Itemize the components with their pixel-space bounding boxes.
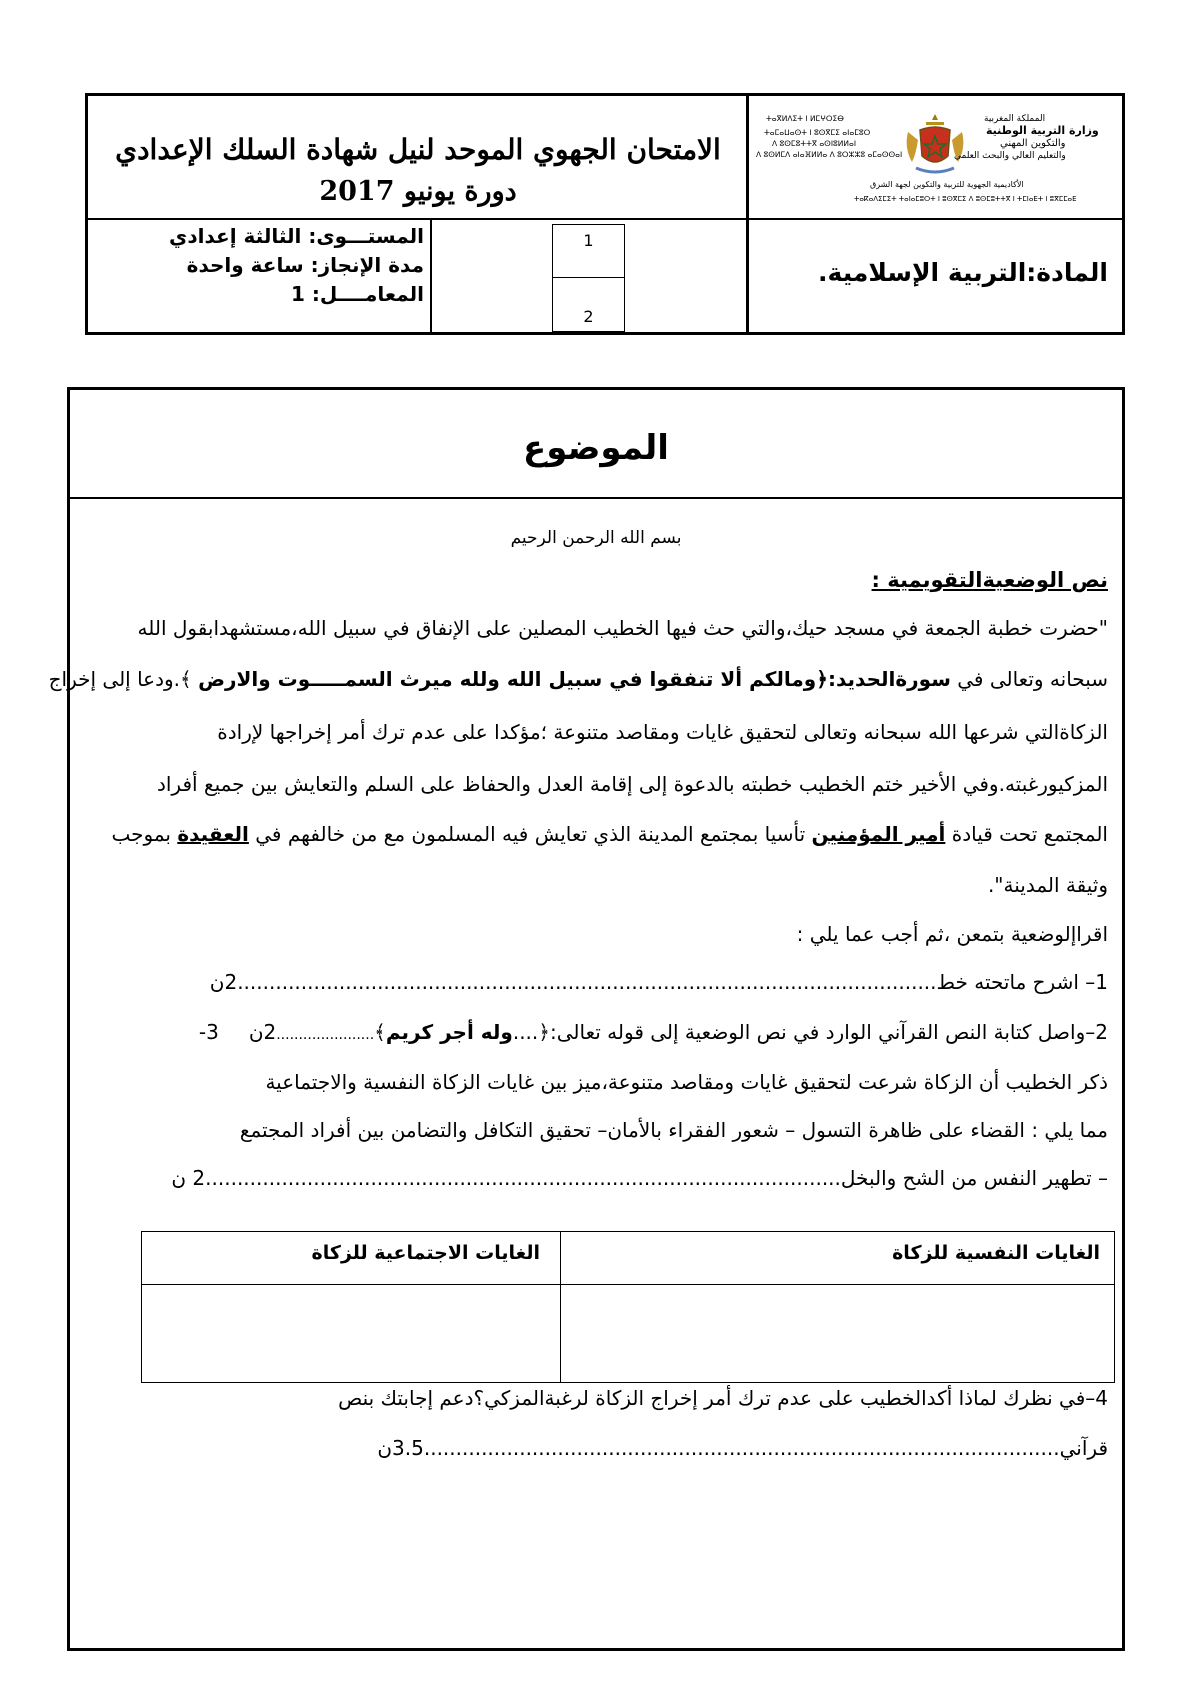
table-header-social: الغايات الاجتماعية للزكاة	[311, 1242, 540, 1264]
exam-title: الامتحان الجهوي الموحد لنيل شهادة السلك الإعدادي	[115, 133, 721, 166]
question-1	[210, 970, 1108, 994]
exam-meta	[98, 222, 424, 309]
question-4	[377, 1436, 1108, 1460]
logo-academy-line: الأكاديمية الجهوية للتربية والتكوين لجهة الشرق	[870, 180, 1024, 189]
logo-arabic-line: المملكة المغربية	[984, 114, 1046, 124]
logo-tifinagh-bottom: ⵜⴰⴽⴰⴷⵉⵎⵉⵜ ⵜⴰⵏⴰⵎⵓⵔⵜ ⵏ ⵓⵙⴳⵎⵉ ⴷ ⵓⵙⵎⵓⵜⵜⴳ ⵏ ⵜⵎⵏⴰⴹⵜ ⵏ ⵓⴳⵎⵎⴰⴹ	[854, 195, 1077, 203]
exam-body	[48, 387, 1125, 1651]
answer-dots: ....................................................................................................	[423, 1436, 1060, 1460]
situation-text: المجتمع تحت قيادة	[945, 822, 1108, 846]
logo-tifinagh-line: ⴷ ⵓⵙⵎⵓⵜⵜⴳ ⴰⵙⵏⵓⵍⵍⴰⵏ	[772, 139, 857, 148]
coat-of-arms-icon	[902, 110, 968, 180]
underlined-term: أمير المؤمنين	[811, 822, 946, 846]
question-text: قرآني	[1059, 1436, 1108, 1460]
basmala: بسم الله الرحمن الرحيم	[510, 528, 682, 548]
question-3-line: مما يلي : القضاء على ظاهرة التسول – شعور الفقراء بالأمان– تحقيق التكافل والتضامن بين أفراد المجتمع	[239, 1118, 1108, 1142]
answer-dots: ....	[512, 1020, 539, 1044]
header-divider	[746, 96, 749, 332]
logo-arabic-line: والتكوين المهني	[1000, 138, 1066, 149]
exam-session: دورة يونيو 2017	[319, 176, 517, 207]
situation-line: وثيقة المدينة".	[987, 873, 1108, 897]
situation-line	[49, 667, 1108, 691]
question-text: ﴾	[374, 1020, 386, 1044]
topic-title: الموضوع	[523, 428, 669, 468]
answer-dots: ......................	[276, 1027, 375, 1043]
quran-verse: وله أجر كريم	[385, 1020, 513, 1044]
exam-header	[85, 93, 1125, 335]
question-points: 2 ن	[171, 1166, 206, 1190]
situation-line: "حضرت خطبة الجمعة في مسجد حيك،والتي حث فيها الخطيب المصلين على الإنفاق في سبيل الله،مستشهدابقول الله	[137, 616, 1108, 640]
logo-tifinagh-line: ⵜⴰⵎⴰⵡⴰⵙⵜ ⵏ ⵓⵙⴳⵎⵉ ⴰⵏⴰⵎⵓⵔ	[764, 128, 871, 137]
answer-dots: ....................................................................................................	[205, 1166, 841, 1190]
situation-line	[111, 822, 1108, 846]
question-3-number: 3-	[198, 1020, 219, 1044]
answer-table	[141, 1231, 1115, 1383]
question-points: 3.5ن	[377, 1436, 424, 1460]
question-3-line: ذكر الخطيب أن الزكاة شرعت لتحقيق غايات ومقاصد متنوعة،ميز بين غايات الزكاة النفسية والاجتماعية	[265, 1070, 1108, 1094]
header-divider	[430, 218, 432, 332]
underlined-term: العقيدة	[177, 822, 249, 846]
question-text: 1– اشرح ماتحته خط	[936, 970, 1108, 994]
page-number-total: 2	[583, 307, 594, 326]
surah-name: سورةالحديد:	[827, 667, 951, 691]
exam-duration: مدة الإنجاز: ساعة واحدة	[186, 253, 424, 277]
question-points: 2ن	[248, 1020, 277, 1044]
instruction: اقراإلوضعية بتمعن ،ثم أجب عما يلي :	[796, 922, 1108, 946]
quran-verse: ﴿ومالكم ألا تنفقوا في سبيل الله ولله ميرث السمـــــوت والارض	[198, 667, 828, 691]
question-4-line: 4–في نظرك لماذا أكدالخطيب على عدم ترك أمر إخراج الزكاة لرغبةالمزكي؟دعم إجابتك بنص	[338, 1386, 1108, 1410]
situation-text: سبحانه وتعالى في	[950, 667, 1108, 691]
logo-tifinagh-line: ⴷ ⵓⵙⵍⵎⴷ ⴰⵏⴰⴼⵍⵍⴰ ⴷ ⵓⵔⵣⵣⵓ ⴰⵎⴰⵙⵙⴰⵏ	[756, 150, 903, 159]
situation-text: تأسيا بمجتمع المدينة الذي تعايش فيه المسلمون مع من خالفهم في	[248, 822, 812, 846]
situation-text: بموجب	[111, 822, 178, 846]
topic-divider	[70, 497, 1122, 499]
logo-arabic-line: وزارة التربية الوطنية	[986, 124, 1099, 137]
page-number-box	[552, 224, 625, 332]
logo-tifinagh-top: ⵜⴰⴳⵍⴷⵉⵜ ⵏ ⵍⵎⵖⵔⵉⴱ	[766, 114, 844, 123]
exam-subject: المادة:التربية الإسلامية.	[818, 258, 1108, 287]
exam-level: المستـــوى: الثالثة إعدادي	[169, 224, 424, 248]
header-divider	[88, 218, 1122, 220]
table-header-psychological: الغايات النفسية للزكاة	[892, 1242, 1100, 1264]
question-text: – تطهير النفس من الشح والبخل	[840, 1166, 1108, 1190]
logo-arabic-line: والتعليم العالي والبحث العلمي	[954, 151, 1066, 161]
question-3-line	[171, 1166, 1108, 1190]
question-2	[199, 1020, 1108, 1044]
situation-heading: نص الوضعيةالتقويمية :	[871, 568, 1108, 592]
situation-line: المزكيورغبته.وفي الأخير ختم الخطيب خطبته بالدعوة إلى إقامة العدل والحفاظ على السلم والتعايش بين جميع أفراد	[156, 772, 1108, 796]
page-box-divider	[553, 277, 624, 278]
exam-coefficient: المعامــــل: 1	[290, 282, 424, 306]
table-row-divider	[142, 1284, 1114, 1285]
question-points: 2ن	[209, 970, 238, 994]
question-text: 2–واصل كتابة النص القرآني الوارد في نص الوضعية إلى قوله تعالى:﴿	[538, 1020, 1108, 1044]
situation-text: ﴾.ودعا إلى إخراج	[48, 667, 199, 691]
ministry-logo	[754, 102, 1120, 212]
answer-dots: ..............................................................................................................	[237, 970, 937, 994]
page-number-current: 1	[583, 231, 594, 250]
situation-line: الزكاةالتي شرعها الله سبحانه وتعالى لتحقيق غايات ومقاصد متنوعة ؛مؤكدا على عدم ترك أمر إخراجها لإرادة	[217, 720, 1108, 744]
table-column-divider	[560, 1232, 561, 1382]
